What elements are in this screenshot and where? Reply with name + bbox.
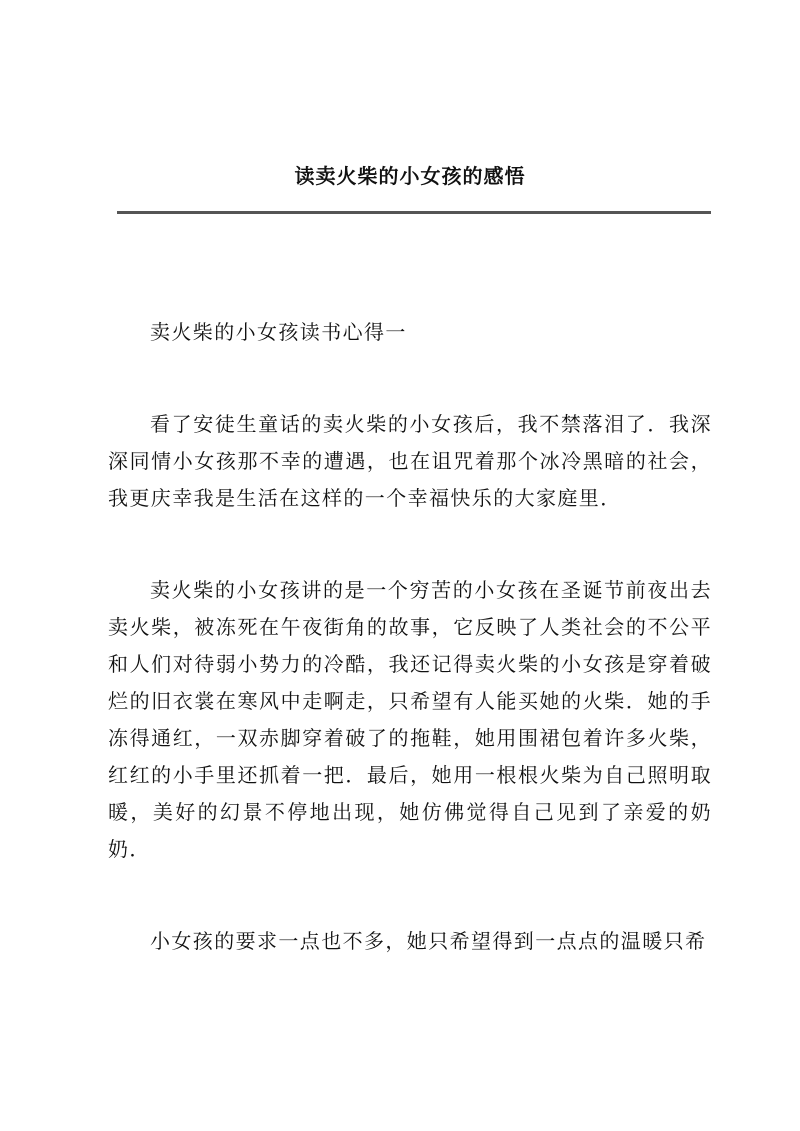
document-title: 读卖火柴的小女孩的感悟 <box>294 164 526 188</box>
document-body <box>108 314 712 1015</box>
paragraph: 卖火柴的小女孩讲的是一个穷苦的小女孩在圣诞节前夜出去卖火柴，被冻死在午夜街角的故事，它反映了人类社会的不公平和人们对待弱小势力的冷酷，我还记得卖火柴的小女孩是穿着破烂的旧衣裳在寒风中走啊走，只希望有人能买她的火柴．她的手冻得通红，一双赤脚穿着破了的拖鞋，她用围裙包着许多火柴，红红的小手里还抓着一把．最后，她用一根根火柴为自己照明取暖，美好的幻景不停地出现，她仿佛觉得自己见到了亲爱的奶奶． <box>108 578 712 861</box>
section-heading: 卖火柴的小女孩读书心得一 <box>150 320 407 344</box>
title-divider <box>117 211 711 214</box>
paragraph: 看了安徒生童话的卖火柴的小女孩后，我不禁落泪了．我深深同情小女孩那不幸的遭遇，也在诅咒着那个冰冷黑暗的社会，我更庆幸我是生活在这样的一个幸福快乐的大家庭里． <box>108 412 712 510</box>
paragraph: 小女孩的要求一点也不多，她只希望得到一点点的温暖只希 <box>150 929 707 953</box>
